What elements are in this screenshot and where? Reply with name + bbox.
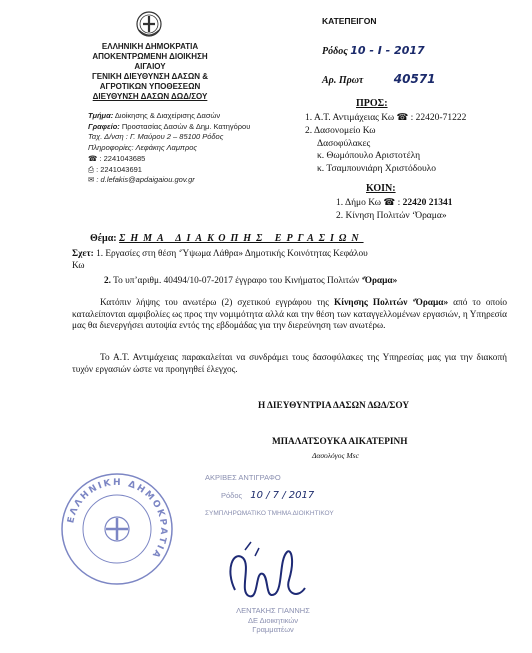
contact-line: Πληροφορίες: Λεφάκης Λαμπρος [88,143,198,153]
place-date-label: Ρόδος [322,46,348,57]
header-region: ΑΙΓΑΙΟΥ [134,62,166,71]
urgent-label: ΚΑΤΕΠΕΙΓΟΝ [322,16,377,26]
clerk-role-2: Γραμματέων [252,625,294,634]
fax-icon: ⎙ [88,164,94,174]
header-country: ΕΛΛΗΝΙΚΗ ΔΗΜΟΚΡΑΤΙΑ [101,42,199,51]
clerk-name: ΛΕΝΤΑΚΗΣ ΓΙΑΝΝΗΣ [236,606,310,615]
round-official-stamp [58,470,176,593]
handwritten-protocol: 40571 [393,72,436,86]
signature-role: Η ΔΙΕΥΘΥΝΤΡΙΑ ΔΑΣΩΝ ΔΩΔ/ΣΟΥ [258,401,410,411]
relations-block [72,248,397,287]
relation-2-number: 2. [104,276,111,286]
email-icon: ✉ [88,175,95,185]
to-line-5: κ. Τσαμπουνιάρη Χριστόδουλο [317,164,437,175]
place-date [322,44,425,57]
phone-value: : 2241043685 [99,153,146,163]
fax-value: : 2241043691 [96,164,142,174]
body-paragraph-2: Το Α.Τ. Αντιμάχειας παρακαλείται να συνδράμει τους δασοφύλακες της Υπηρεσίας μας για την διακοπή τυχόν εργασιών ώστε να προηγηθεί έλεγχος. [72,353,507,375]
copy-stamp-line-3: ΣΥΜΠΛΗΡΩΜΑΤΙΚΟ ΤΜΗΜΑ ΔΙΟΙΚΗΤΙΚΟΥ [205,510,334,517]
handwritten-signature [205,530,315,615]
to-line-4: κ. Θωμόπουλο Αριστοτέλη [317,151,421,162]
header-block [60,42,240,102]
office-value: Προστασίας Δασών & Δημ. Κατηγόρου [121,121,251,131]
dept-value: Διοίκησης & Διαχείρισης Δασών [114,111,221,120]
signature-title: Δασολόγος Msc [312,451,359,460]
to-block [305,112,466,176]
address-line: Ταχ. Δ/νση : Γ. Μαύρου 2 – 85100 Ρόδος [88,132,224,142]
handwritten-date: 10 - Ι - 2017 [350,44,425,57]
subject-label: Θέμα: [90,233,117,244]
phone-icon: ☎ [88,153,98,163]
relations-label: Σχετ: [72,249,94,259]
to-heading: ΠΡΟΣ: [356,98,388,109]
greek-emblem [135,10,163,45]
header-general-dir-2: ΑΓΡΟΤΙΚΩΝ ΥΠΟΘΕΣΕΩΝ [99,82,201,91]
protocol-line [322,72,436,86]
stamp-round-text: ΕΛΛΗΝΙΚΗ ΔΗΜΟΚΡΑΤΙΑ [66,477,169,561]
protocol-label: Αρ. Πρωτ [322,75,364,86]
email-value: : d.lefakis@apdaigaiou.gov.gr [96,175,195,185]
clerk-role-1: ΔΕ Διοικητικών [247,615,298,625]
p1-start: Κατόπιν λήψης του ανωτέρω (2) σχετικού εγγράφου της [100,298,335,308]
subject-title: ΣΗΜΑ ΔΙΑΚΟΠΗΣ ΕΡΓΑΣΙΩΝ [119,233,364,244]
cc-line-1-phone: 22420 21341 [402,198,453,208]
cc-block [336,197,453,223]
office-label: Γραφείο: [88,121,120,131]
cc-line-1 [336,197,453,210]
to-line-2: 2. Δασονομείο Κω [305,125,376,136]
copy-stamp [185,472,334,520]
header-directorate: ΔΙΕΥΘΥΝΣΗ ΔΑΣΩΝ ΔΩΔ/ΣΟΥ [92,92,208,101]
subject-line [90,233,364,244]
copy-stamp-date: 10 / 7 / 2017 [250,490,315,501]
p1-bold: Κίνησης Πολιτών ‘Όραμα» [334,298,449,308]
relation-2-text: Το υπ’αριθμ. 40494/10-07-2017 έγγραφο του Κινήματος Πολιτών [110,276,362,286]
relation-1: 1. Εργασίες στη θέση ‘Ύψωμα Λάθρα» Δημοτικής Κοινότητας Κεφάλου [96,249,368,259]
signature-name: ΜΠΑΛΑΤΣΟΥΚΑ ΑΙΚΑΤΕΡΙΝΗ [272,437,408,447]
header-general-dir-1: ΓΕΝΙΚΗ ΔΙΕΥΘΥΝΣΗ ΔΑΣΩΝ & [91,72,209,81]
to-line-3: Δασοφύλακες [317,138,371,149]
copy-stamp-line-1: ΑΚΡΙΒΕΣ ΑΝΤΙΓΡΑΦΟ [205,473,281,482]
header-administration: ΑΠΟΚΕΝΤΡΩΜΕΝΗ ΔΙΟΙΚΗΣΗ [92,52,208,61]
p1-end: από το οποίο καταλείπονται αμφιβολίες ως προς την νομιμότητα αλλά και την θέση των καταγγελλομένων εργασιών, η Υπηρεσία μας θα διενεργήσει αυτοψία εντός της εβδομάδας για την διερεύνηση των ανωτέρω. [72,298,507,332]
to-line-1: 1. Α.Τ. Αντιμάχειας Κω ☎ : 22420-71222 [305,113,467,123]
cc-line-1-text: Δήμο Κω ☎ : [344,198,403,208]
cc-heading: ΚΟΙΝ: [366,183,396,194]
cc-line-1-number: 1. [336,198,344,208]
clerk-stamp [228,606,318,635]
relation-1-cont: Κω [72,261,85,271]
dept-label: Τμήμα: [88,111,114,120]
copy-stamp-place: Ρόδος [221,491,243,500]
body-paragraph-1 [72,298,507,333]
info-block [88,111,250,186]
relation-2-bold: ‘Όραμα» [361,276,398,286]
cc-line-2: 2. Κίνηση Πολιτών ‘Όραμα» [336,210,447,221]
